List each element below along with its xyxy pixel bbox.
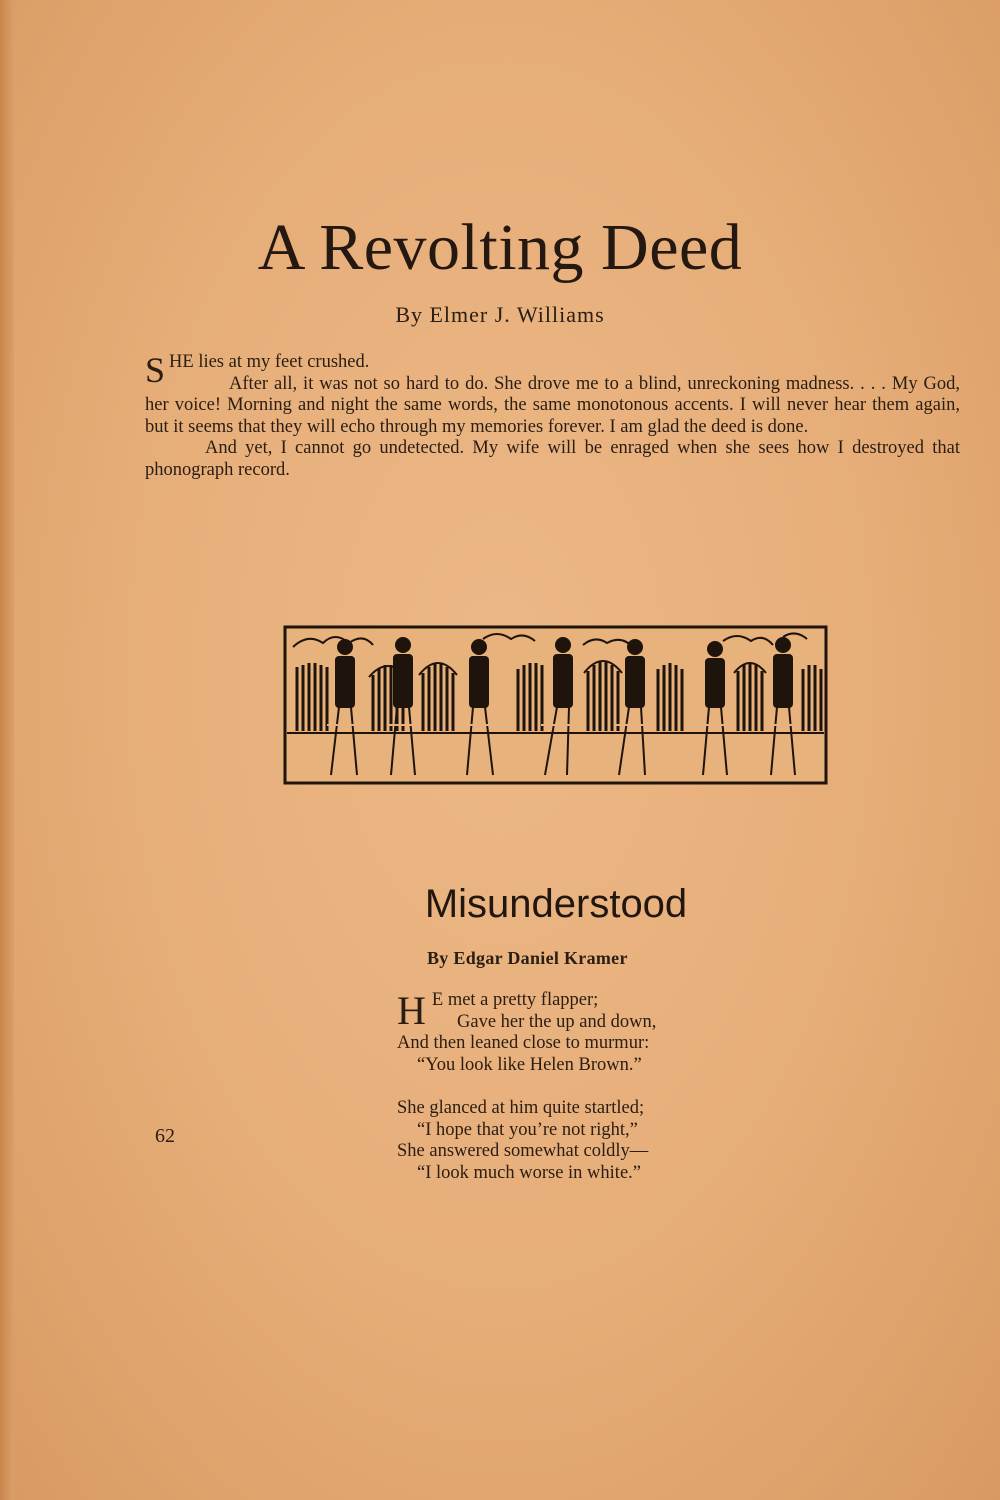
paragraph-1-text: HE lies at my feet crushed. xyxy=(169,352,370,372)
poem-title: Misunderstood xyxy=(424,882,688,926)
article-title: A Revolting Deed xyxy=(257,211,743,284)
poem-line: “I look much worse in white.” xyxy=(417,1162,641,1183)
drop-cap: H xyxy=(397,988,426,1033)
poem-line: Gave her the up and down, xyxy=(457,1011,657,1032)
bathing-beauties-illustration xyxy=(283,625,828,785)
paragraph-1 xyxy=(145,350,960,390)
poem-line: And then leaned close to murmur: xyxy=(397,1033,650,1053)
stanza-break xyxy=(397,1076,797,1098)
article-body xyxy=(145,352,960,481)
drop-cap: S xyxy=(145,350,166,390)
poem-line-text: E met a pretty flapper; xyxy=(431,990,599,1010)
poem-line: She answered somewhat coldly— xyxy=(397,1141,649,1161)
paragraph-3: And yet, I cannot go undetected. My wife will be enraged when she sees how I destroyed that phonograph record. xyxy=(145,438,960,480)
article-byline: By Elmer J. Williams xyxy=(395,302,605,327)
poem-line: “I hope that you’re not right,” xyxy=(417,1119,638,1140)
paragraph-2: After all, it was not so hard to do. She drove me to a blind, unreckoning madness. . . . My God, her voice! Morning and night the same words, the same monotonous accents. I will never hear them again, but it seems that they will echo through my memories forever. I am glad the deed is done. xyxy=(145,373,960,437)
poem-byline: By Edgar Daniel Kramer xyxy=(427,948,628,968)
poem-body xyxy=(397,990,797,1184)
poem-line: She glanced at him quite startled; xyxy=(397,1098,645,1118)
poem-line: “You look like Helen Brown.” xyxy=(417,1054,642,1075)
page-number: 62 xyxy=(155,1125,175,1147)
